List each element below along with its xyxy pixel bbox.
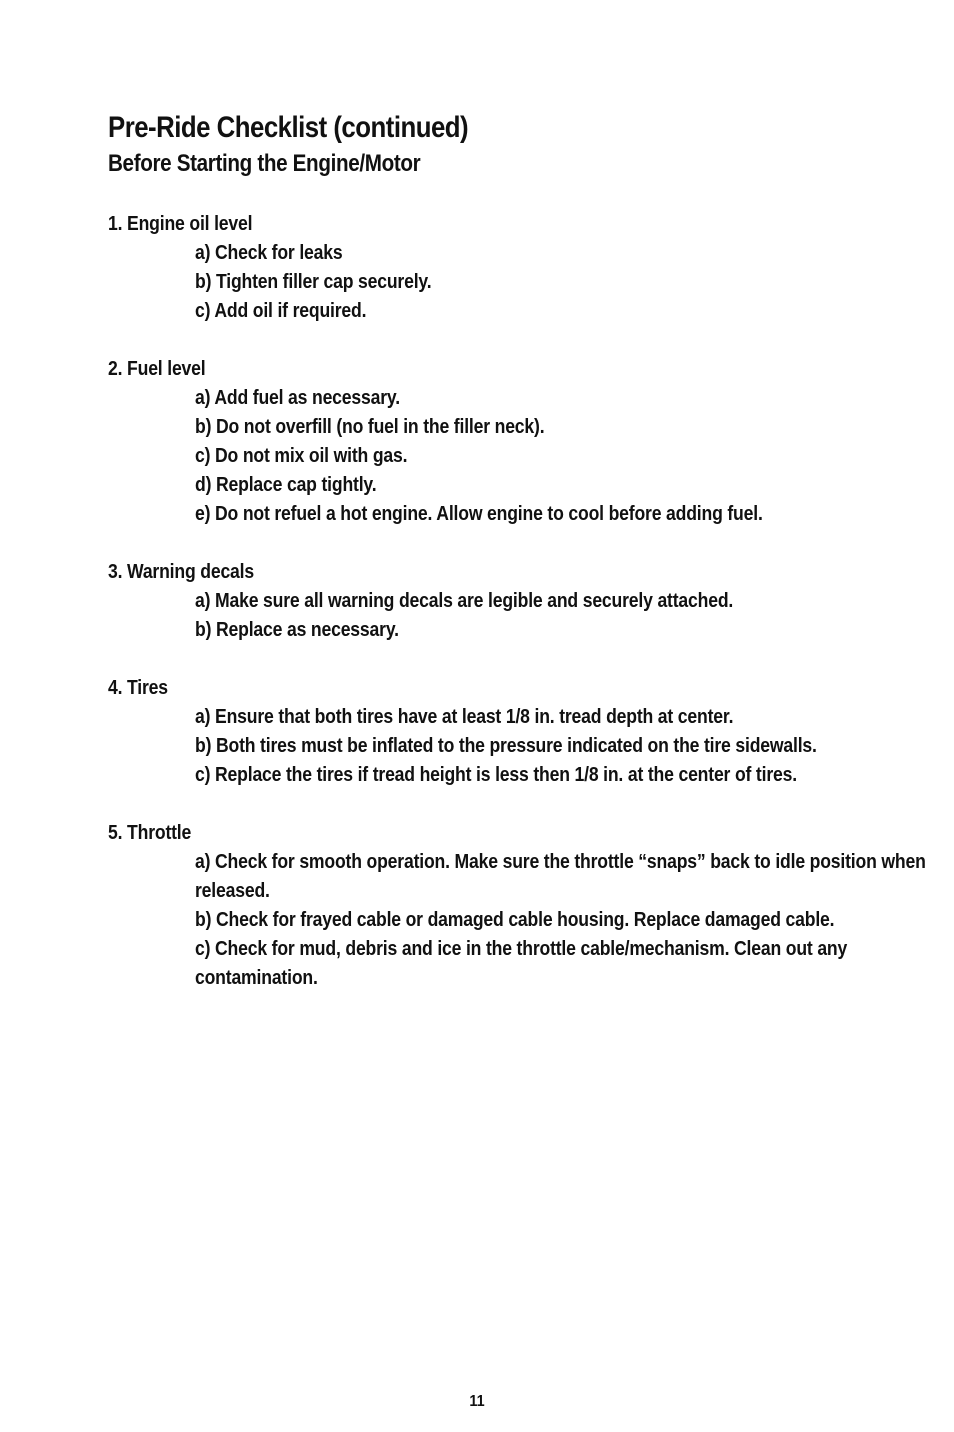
checklist — [108, 210, 926, 1022]
section-heading: 5. Throttle — [108, 822, 192, 844]
page-number: 11 — [469, 1393, 485, 1410]
checklist-section-throttle — [108, 819, 926, 993]
list-item: c) Do not mix oil with gas. — [195, 445, 408, 467]
list-item: d) Replace cap tightly. — [195, 474, 377, 496]
page-title: Pre-Ride Checklist (continued) — [108, 111, 469, 144]
list-item: c) Add oil if required. — [195, 300, 367, 322]
sub-list — [195, 239, 940, 326]
page-subtitle: Before Starting the Engine/Motor — [108, 150, 421, 177]
checklist-section-fuel-level — [108, 355, 848, 529]
list-item: b) Do not overfill (no fuel in the filler neck). — [195, 416, 545, 438]
section-heading: 2. Fuel level — [108, 358, 206, 380]
list-item: a) Add fuel as necessary. — [195, 387, 400, 409]
list-item: a) Check for smooth operation. Make sure the throttle “snaps” back to idle position when released. — [195, 851, 926, 902]
section-heading: 3. Warning decals — [108, 561, 255, 583]
sub-list — [195, 848, 940, 993]
list-item: c) Check for mud, debris and ice in the throttle cable/mechanism. Clean out any contamination. — [195, 938, 848, 989]
sub-list — [195, 703, 940, 790]
checklist-section-tires — [108, 674, 848, 790]
list-item: e) Do not refuel a hot engine. Allow engine to cool before adding fuel. — [195, 503, 763, 525]
section-heading: 4. Tires — [108, 677, 168, 699]
sub-list — [195, 384, 940, 529]
list-item: a) Ensure that both tires have at least 1/8 in. tread depth at center. — [195, 706, 734, 728]
list-item: b) Both tires must be inflated to the pressure indicated on the tire sidewalls. — [195, 735, 817, 757]
list-item: b) Check for frayed cable or damaged cable housing. Replace damaged cable. — [195, 909, 835, 931]
list-item: a) Check for leaks — [195, 242, 343, 264]
list-item: c) Replace the tires if tread height is less then 1/8 in. at the center of tires. — [195, 764, 797, 786]
list-item: b) Tighten filler cap securely. — [195, 271, 432, 293]
sub-list — [195, 587, 940, 645]
checklist-section-engine-oil — [108, 210, 848, 326]
list-item: a) Make sure all warning decals are legible and securely attached. — [195, 590, 734, 612]
list-item: b) Replace as necessary. — [195, 619, 399, 641]
section-heading: 1. Engine oil level — [108, 213, 253, 235]
checklist-section-warning-decals — [108, 558, 848, 645]
